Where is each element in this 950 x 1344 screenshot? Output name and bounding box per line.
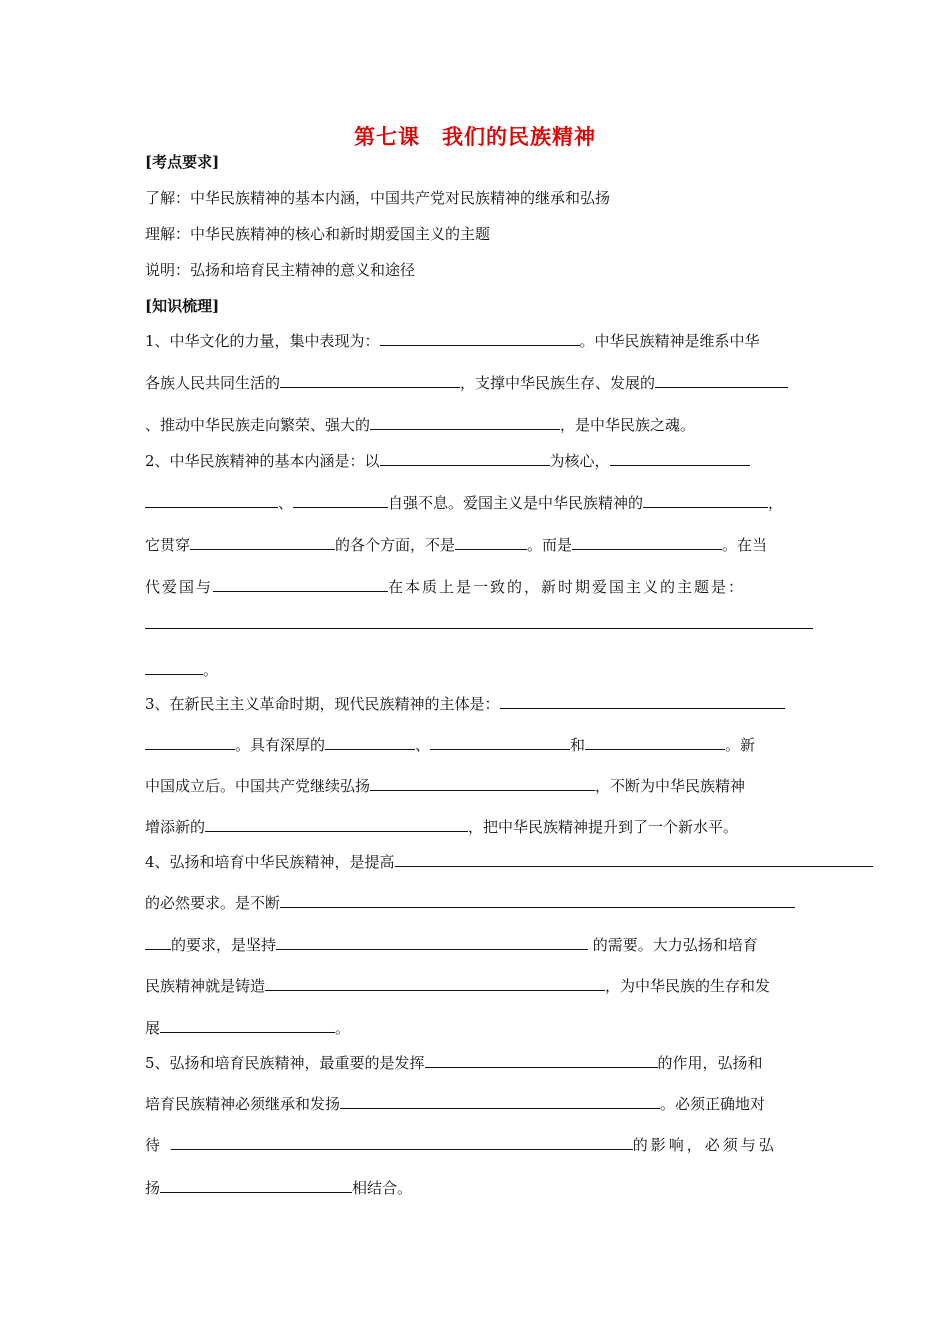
answer-blank[interactable] [370,776,595,791]
requirement-explain: 说明：弘扬和培育民主精神的意义和途径 [145,261,416,279]
answer-blank[interactable] [380,451,550,466]
q4-line-1: 4、弘扬和培育中华民族精神，是提高 [145,852,873,872]
answer-blank[interactable] [643,493,768,508]
answer-blank[interactable] [276,935,588,950]
answer-blank[interactable] [145,660,203,675]
q4-line-2: 的必然要求。是不断 [145,893,795,913]
q3-line-3: 中国成立后。中国共产党继续弘扬 ，不断为中华民族精神 [145,777,746,795]
q5-line-3: 待 的影响，必须与弘 [145,1136,777,1154]
answer-blank[interactable] [145,935,171,950]
answer-blank[interactable] [265,976,605,991]
requirement-understand: 了解：中华民族精神的基本内涵，中国共产党对民族精神的继承和弘扬 [145,189,611,207]
q3-line-2: 。具有深厚的 、 和 。新 [145,735,755,755]
answer-blank[interactable] [160,1018,335,1033]
answer-blank[interactable] [280,373,460,388]
q4-line-4: 民族精神就是铸造 ，为中华民族的生存和发 [145,977,771,995]
q2-line-6: 。 [145,660,218,680]
answer-blank[interactable] [430,735,570,750]
q1-line-1: 1、中华文化的力量，集中表现为： 。中华民族精神是维系中华 [145,332,760,350]
answer-blank[interactable] [380,331,580,346]
answer-blank[interactable] [370,415,560,430]
requirement-comprehend: 理解：中华民族精神的核心和新时期爱国主义的主题 [145,225,491,243]
q3-line-1: 3、在新民主主义革命时期，现代民族精神的主体是： [145,694,785,714]
answer-blank[interactable] [610,451,750,466]
q5-line-2: 培育民族精神必须继承和发扬 。必须正确地对 [145,1095,766,1113]
q2-line-2: 、 自强不息。爱国主义是中华民族精神的 ， [145,493,783,513]
answer-blank[interactable] [655,373,788,388]
q2-line-1: 2、中华民族精神的基本内涵是：以 为核心， [145,451,750,471]
answer-blank[interactable] [395,852,873,867]
answer-blank[interactable] [325,735,415,750]
q5-line-4: 扬 相结合。 [145,1179,413,1197]
answer-blank[interactable] [425,1053,658,1068]
q2-line-4: 代爱国与 在本质上是一致的，新时期爱国主义的主题是： [145,578,746,596]
answer-blank[interactable] [145,735,235,750]
answer-blank-full-line[interactable] [145,628,813,629]
q2-line-3: 它贯穿 的各个方面，不是 。而是 。在当 [145,536,768,554]
q1-line-2: 各族人民共同生活的 ，支撑中华民族生存、发展的 [145,373,788,393]
section-header-knowledge: [知识梳理] [145,297,220,315]
section-header-requirements: [考点要求] [145,153,220,171]
answer-blank[interactable] [213,577,388,592]
answer-blank[interactable] [500,694,785,709]
answer-blank[interactable] [190,535,335,550]
answer-blank[interactable] [145,493,278,508]
q3-line-4: 增添新的 ，把中华民族精神提升到了一个新水平。 [145,818,739,836]
answer-blank[interactable] [572,535,722,550]
answer-blank[interactable] [160,1178,352,1193]
q4-line-3: 的要求，是坚持 的需要。大力弘扬和培育 [145,935,758,955]
answer-blank[interactable] [455,535,527,550]
answer-blank[interactable] [340,1094,660,1109]
answer-blank[interactable] [293,493,388,508]
page-title: 第七课 我们的民族精神 [354,124,596,149]
answer-blank[interactable] [171,1135,633,1150]
q1-line-3: 、推动中华民族走向繁荣、强大的 ，是中华民族之魂。 [145,416,696,434]
q5-line-1: 5、弘扬和培育民族精神，最重要的是发挥 的作用，弘扬和 [145,1054,763,1072]
q4-line-5: 展 。 [145,1019,351,1037]
answer-blank[interactable] [205,817,468,832]
answer-blank[interactable] [280,893,795,908]
answer-blank[interactable] [585,735,725,750]
